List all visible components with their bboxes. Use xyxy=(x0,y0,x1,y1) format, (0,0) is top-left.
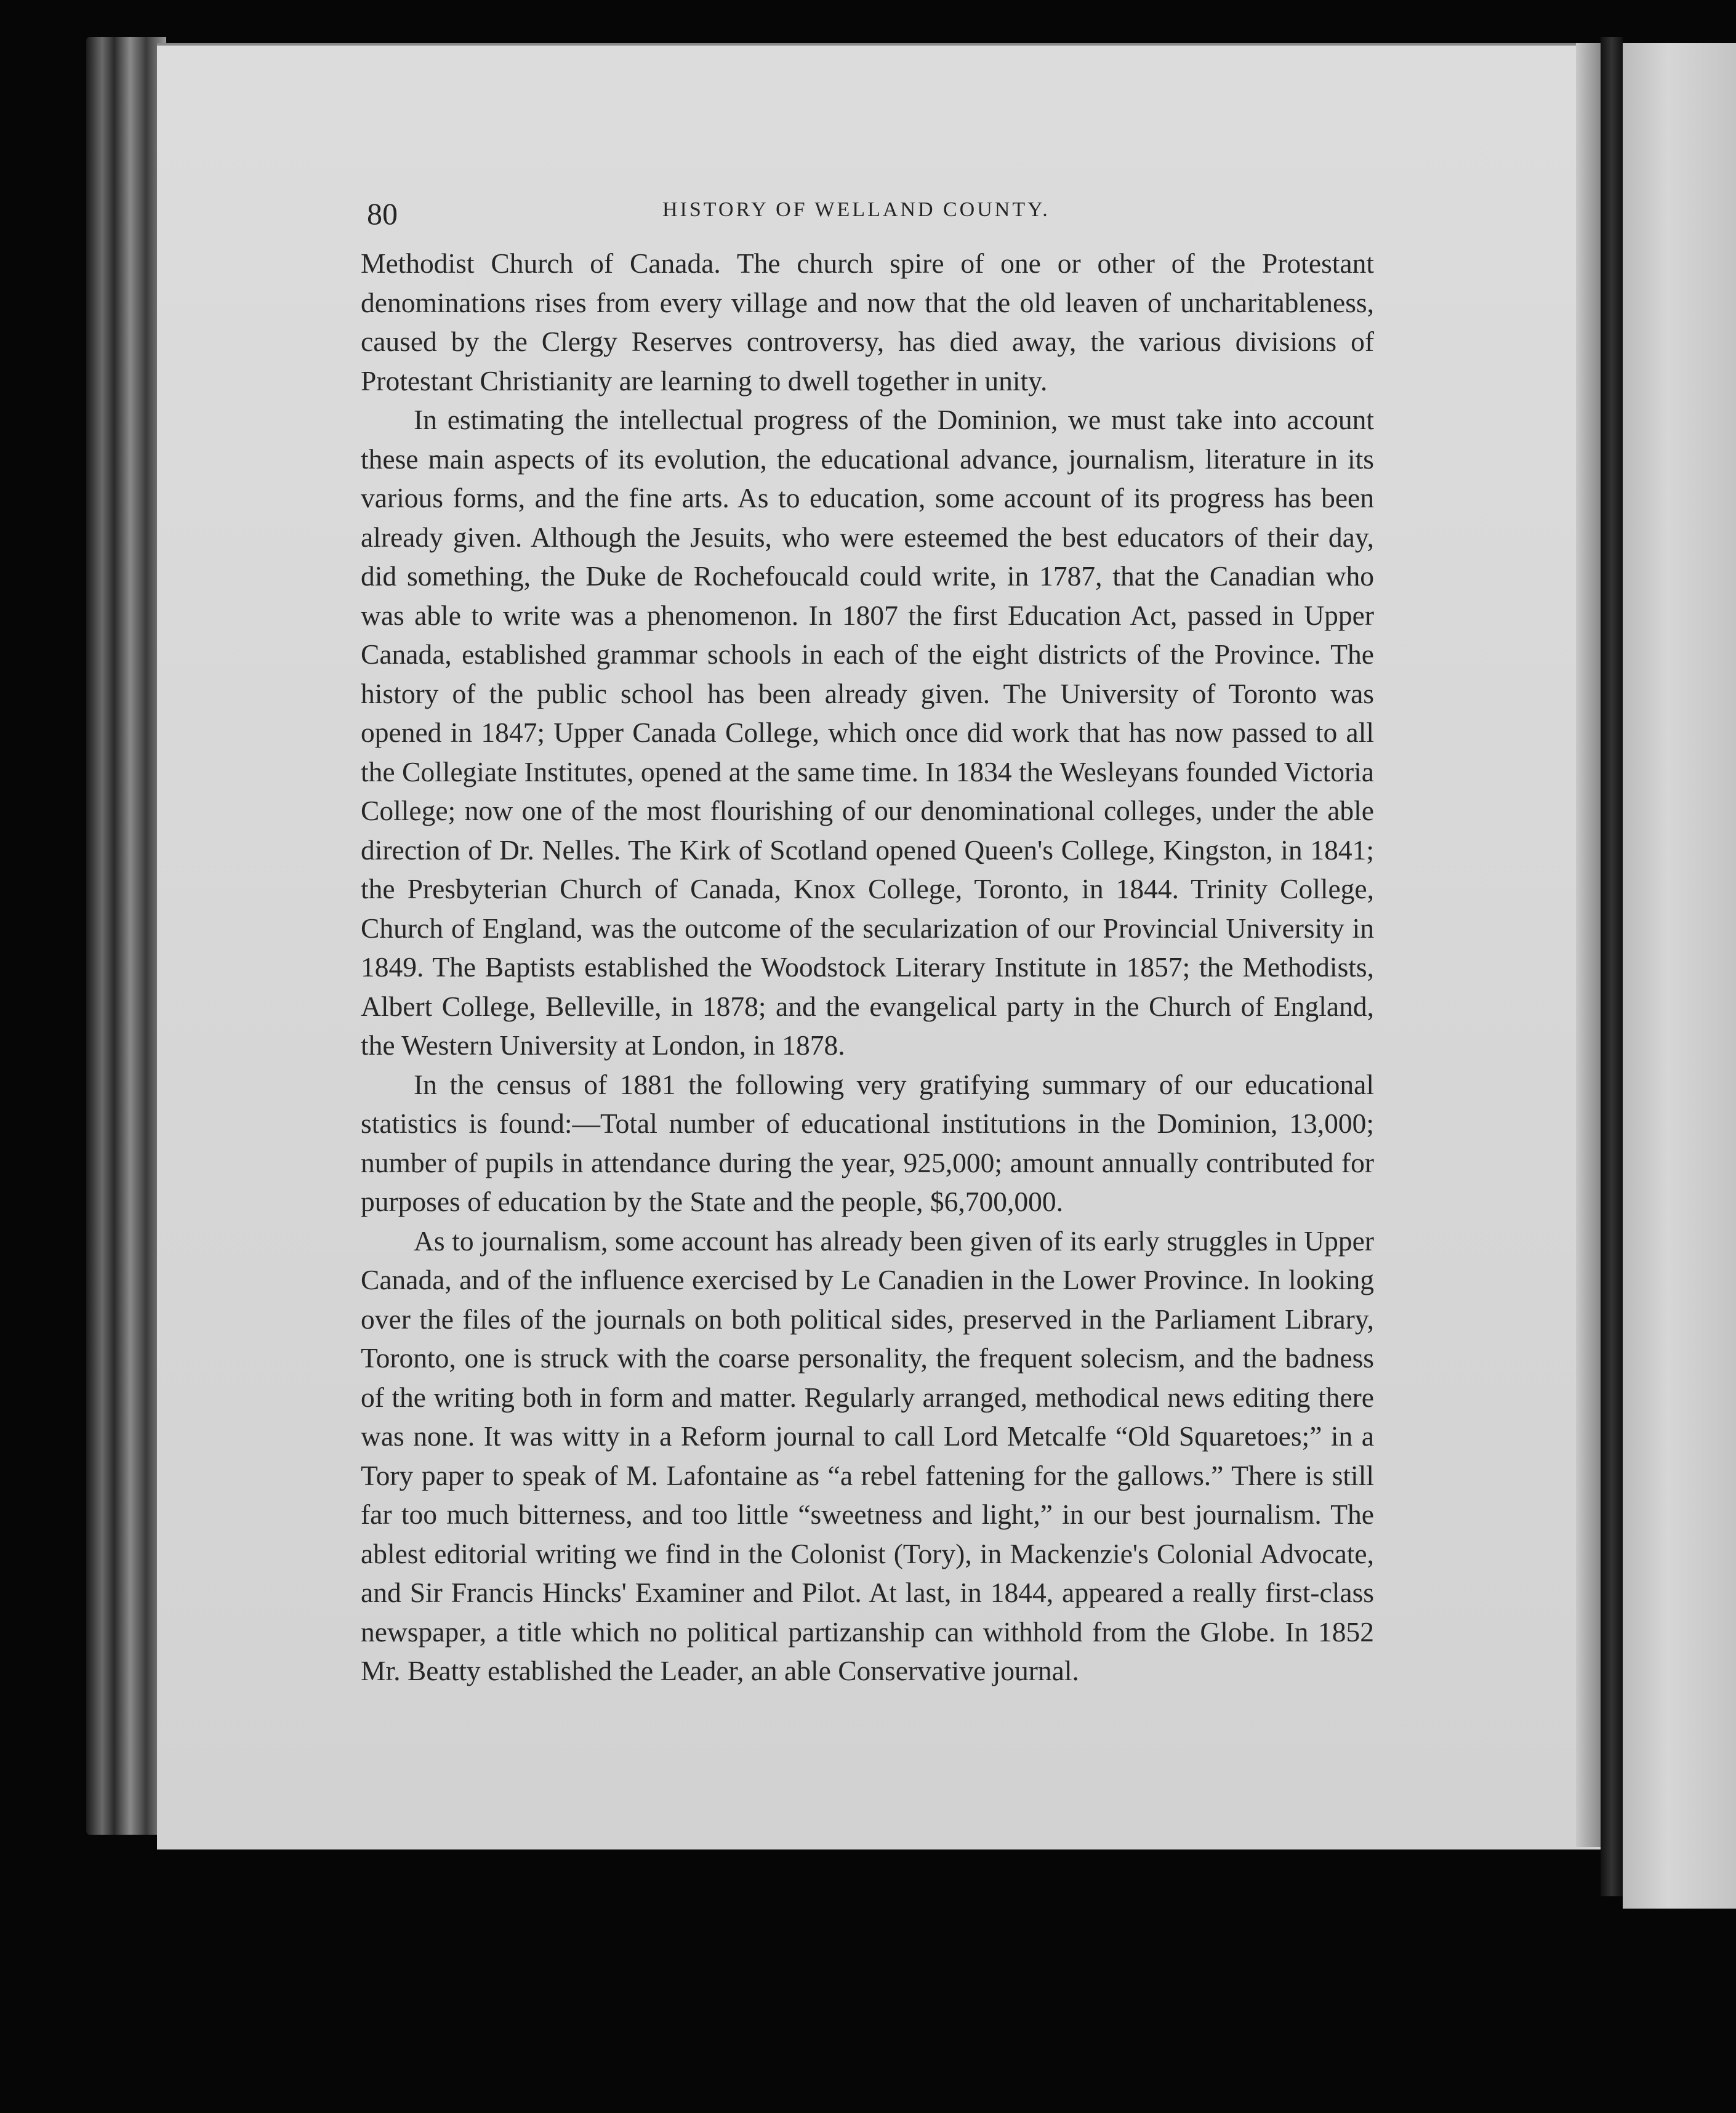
running-title: HISTORY OF WELLAND COUNTY. xyxy=(662,198,1050,221)
body-text xyxy=(361,244,1374,1691)
paragraph-census-1881: In the census of 1881 the following very gratifying summary of our educational statistics is found:—Total number of educational institutions in the Dominion, 13,000; number of pupils in attendance during the year, 925,000; amount annually contributed for purposes of education by the State and the people, $6,700,000. xyxy=(361,1068,1374,1217)
book-spine xyxy=(1601,37,1623,1896)
paragraph-continuation: Methodist Church of Canada. The church spire of one or other of the Protestant denominations rises from every village and now that the old leaven of uncharitableness, caused by the Clergy Reserves controversy, has died away, the various divisions of Protestant Christianity are learning to dwell together in unity. xyxy=(361,248,1374,396)
paragraph-journalism: As to journalism, some account has already been given of its early struggles in Upper Canada, and of the influence exercised by Le Canadien in the Lower Province. In looking over the files of the journals on both political sides, preserved in the Parliament Library, Toronto, one is struck with the coarse personality, the frequent solecism, and the badness of the writing both in form and matter. Regularly arranged, methodical news editing there was none. It was witty in a Reform journal to call Lord Metcalfe “Old Squaretoes;” in a Tory paper to speak of M. Lafontaine as “a rebel fattening for the gallows.” There is still far too much bitterness, and too little “sweetness and light,” in our best journalism. The ablest editorial writing we find in the Colonist (Tory), in Mackenzie's Colonial Advocate, and Sir Francis Hincks' Examiner and Pilot. At last, in 1844, appeared a really first-class newspaper, a title which no political partizanship can withhold from the Globe. In 1852 Mr. Beatty established the Leader, an able Conservative journal. xyxy=(361,1225,1374,1686)
binding-shadow xyxy=(1576,43,1601,1847)
paragraph-intellectual-progress: In estimating the intellectual progress of the Dominion, we must take into account these main aspects of its evolution, the educational advance, journalism, literature in its various forms, and the fine arts. As to education, some account of its progress has been already given. Although the Jesuits, who were esteemed the best educators of their day, did something, the Duke de Rochefoucald could write, in 1787, that the Canadian who was able to write was a phenomenon. In 1807 the first Education Act, passed in Upper Canada, established grammar schools in each of the eight districts of the Province. The history of the public school has been already given. The University of Toronto was opened in 1847; Upper Canada College, which once did work that has now passed to all the Collegiate Institutes, opened at the same time. In 1834 the Wesleyans founded Victoria College; now one of the most flourishing of our denominational colleges, under the able direction of Dr. Nelles. The Kirk of Scotland opened Queen's College, Kingston, in 1841; the Presbyterian Church of Canada, Knox College, Toronto, in 1844. Trinity College, Church of England, was the outcome of the secularization of our Provincial University in 1849. The Baptists established the Woodstock Literary Institute in 1857; the Methodists, Albert College, Belleville, in 1878; and the evangelical party in the Church of England, the Western University at London, in 1878. xyxy=(361,404,1374,1061)
running-head xyxy=(367,196,1376,233)
facing-page-edge xyxy=(1623,43,1736,1909)
page-number: 80 xyxy=(367,196,398,231)
page-edges xyxy=(86,37,166,1835)
